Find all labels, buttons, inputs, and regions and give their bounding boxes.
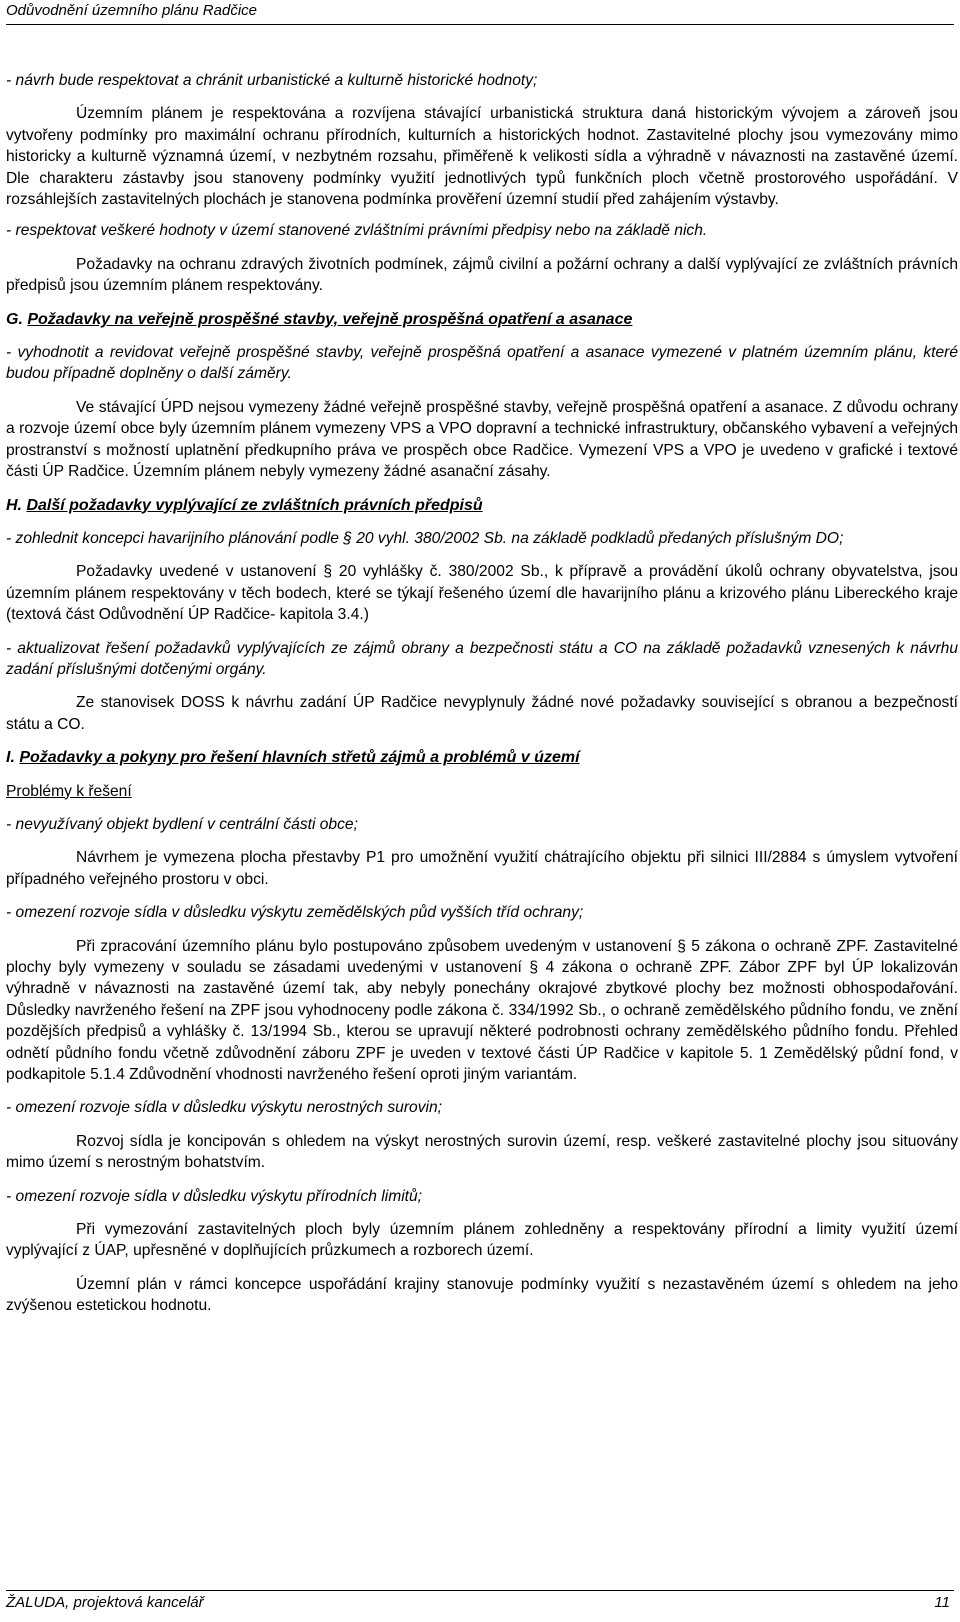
body-paragraph: Rozvoj sídla je koncipován s ohledem na výskyt nerostných surovin území, resp. veškeré zastavitelné plochy jsou situovány mimo území s nerostným bohatstvím.	[6, 1132, 958, 1172]
section-heading-h	[6, 495, 958, 516]
body-paragraph	[6, 103, 958, 210]
body-paragraph: Požadavky na ochranu zdravých životních podmínek, zájmů civilní a požární ochrany a další vyplývající ze zvláštních právních předpisů jsou územním plánem respektovány.	[6, 255, 958, 295]
header-divider	[6, 24, 954, 25]
requirement-item: - zohlednit koncepci havarijního plánování podle § 20 vyhl. 380/2002 Sb. na základě podkladů předaných příslušným DO;	[6, 529, 844, 547]
body-text: Dle charakteru zástavby jsou stanoveny podmínky využití jednotlivých typů funkčních ploch včetně prostorového uspořádání. V rozsáhlejších zastavitelných plochách je stanovena podmínka prověření územní studií před zahájením výstavby.	[6, 169, 958, 209]
body-paragraph: Ve stávající ÚPD nejsou vymezeny žádné veřejně prospěšné stavby, veřejně prospěšná opatření a asanace. Z důvodu ochrany a rozvoje území obce byly územním plánem vymezeny VPS a VPO dopravní a technické infrastruktury, občanského vybavení a veřejných prostranství s možností uplatnění předkupního práva ve prospěch obce Radčice. Vymezení VPS a VPO je uvedeno v grafické i textové části ÚP Radčice. Územním plánem nebyly vymezeny žádné asanační zásahy.	[6, 398, 958, 481]
body-text: Územním plánem je respektována a rozvíjena stávající urbanistická struktura daná historickým vývojem a zároveň jsou vytvořeny podmínky pro maximální ochranu přírodních, kulturních a historických hodnot.	[6, 105, 958, 144]
section-title: Další požadavky vyplývající ze zvláštních právních předpisů	[26, 496, 483, 514]
section-prefix: H.	[6, 496, 22, 514]
body-paragraph: Při vymezování zastavitelných ploch byly územním plánem zohledněny a respektovány přírodní a limity využití území vyplývající z ÚAP, upřesněné v doplňujících průzkumech a rozborech území.	[6, 1221, 958, 1260]
body-paragraph: Ze stanovisek DOSS k návrhu zadání ÚP Radčice nevyplynuly žádné nové požadavky související s obranou a bezpečností státu a CO.	[6, 694, 958, 733]
requirement-item: - aktualizovat řešení požadavků vyplývajících ze zájmů obrany a bezpečnosti státu a CO na základě požadavků vznesených k návrhu zadání příslušnými dotčenými orgány.	[6, 639, 958, 678]
body-paragraph: Návrhem je vymezena plocha přestavby P1 pro umožnění využití chátrajícího objektu při silnici III/2884 s úmyslem vytvoření případného veřejného prostoru v obci.	[6, 849, 958, 888]
section-heading-i	[6, 747, 958, 768]
section-prefix: G.	[6, 310, 23, 328]
requirement-item: - respektovat veškeré hodnoty v území stanovené zvláštními právními předpisy nebo na základě nich.	[6, 222, 708, 240]
section-prefix: I.	[6, 749, 15, 767]
section-title: Požadavky a pokyny pro řešení hlavních střetů zájmů a problémů v území	[19, 749, 580, 767]
requirement-item: - omezení rozvoje sídla v důsledku výskytu zemědělských půd vyšších tříd ochrany;	[6, 904, 584, 922]
requirement-item: - vyhodnotit a revidovat veřejně prospěšné stavby, veřejně prospěšná opatření a asanace vymezené v platném územním plánu, které budou případně doplněny o další záměry.	[6, 344, 958, 383]
document-header-title: Odůvodnění územního plánu Radčice	[6, 2, 258, 19]
section-heading-g	[6, 309, 958, 330]
requirement-item: - omezení rozvoje sídla v důsledku výskytu přírodních limitů;	[6, 1187, 423, 1205]
page-number: 11	[934, 1594, 950, 1611]
document-body	[6, 70, 958, 1329]
body-paragraph: Při zpracování územního plánu bylo postupováno způsobem uvedeným v ustanovení § 5 zákona o ochraně ZPF. Zastavitelné plochy byly vymezeny v souladu se zásadami uvedenými v ustanovení § 4 zákona o ochraně ZPF. Zábor ZPF byl ÚP lokalizován výhradně v návaznosti na zastavěné území tak, aby nebyly ponechány okrajové zbytkové plochy bez možnosti obhospodařování. Důsledky navrženého řešení na ZPF jsou vyhodnoceny podle zákona č. 334/1992 Sb., o ochraně zemědělského půdního fondu, ve znění pozdějších předpisů a vyhlášky č. 13/1994 Sb., kterou se upravují některé podrobnosti ochrany zemědělského půdního fondu. Přehled odnětí půdního fondu včetně zdůvodnění záboru ZPF je uveden v textové části ÚP Radčice v kapitole 5. 1 Zemědělský půdní fond, v podkapitole 5.1.4 Zdůvodnění vhodnosti navrženého řešení oproti jiným variantám.	[6, 937, 958, 1084]
requirement-item: - omezení rozvoje sídla v důsledku výskytu nerostných surovin;	[6, 1099, 442, 1117]
body-paragraph: Územní plán v rámci koncepce uspořádání krajiny stanovuje podmínky využití s nezastavěném území s ohledem na jeho zvýšenou estetickou hodnotu.	[6, 1275, 958, 1315]
footer-divider	[6, 1590, 954, 1591]
body-paragraph: Požadavky uvedené v ustanovení § 20 vyhlášky č. 380/2002 Sb., k přípravě a provádění úkolů ochrany obyvatelstva, jsou územním plánem respektovány v těch bodech, které se týkají řešeného území dle havarijního plánu a krizového plánu Libereckého kraje (textová část Odůvodnění ÚP Radčice- kapitola 3.4.)	[6, 563, 958, 624]
requirement-item: - nevyužívaný objekt bydlení v centrální části obce;	[6, 815, 358, 833]
footer-company: ŽALUDA, projektová kancelář	[6, 1594, 204, 1611]
body-text: Zastavitelné plochy jsou vymezovány mimo historicky a kulturně významná území, v nezbytném rozsahu, přiměřeně k velikosti sídla a výhradně v návaznosti na zastavěné území.	[6, 126, 959, 166]
requirement-item: - návrh bude respektovat a chránit urbanistické a kulturně historické hodnoty;	[6, 72, 538, 89]
subheading-problems: Problémy k řešení	[6, 782, 132, 800]
section-title: Požadavky na veřejně prospěšné stavby, veřejně prospěšná opatření a asanace	[27, 310, 633, 328]
